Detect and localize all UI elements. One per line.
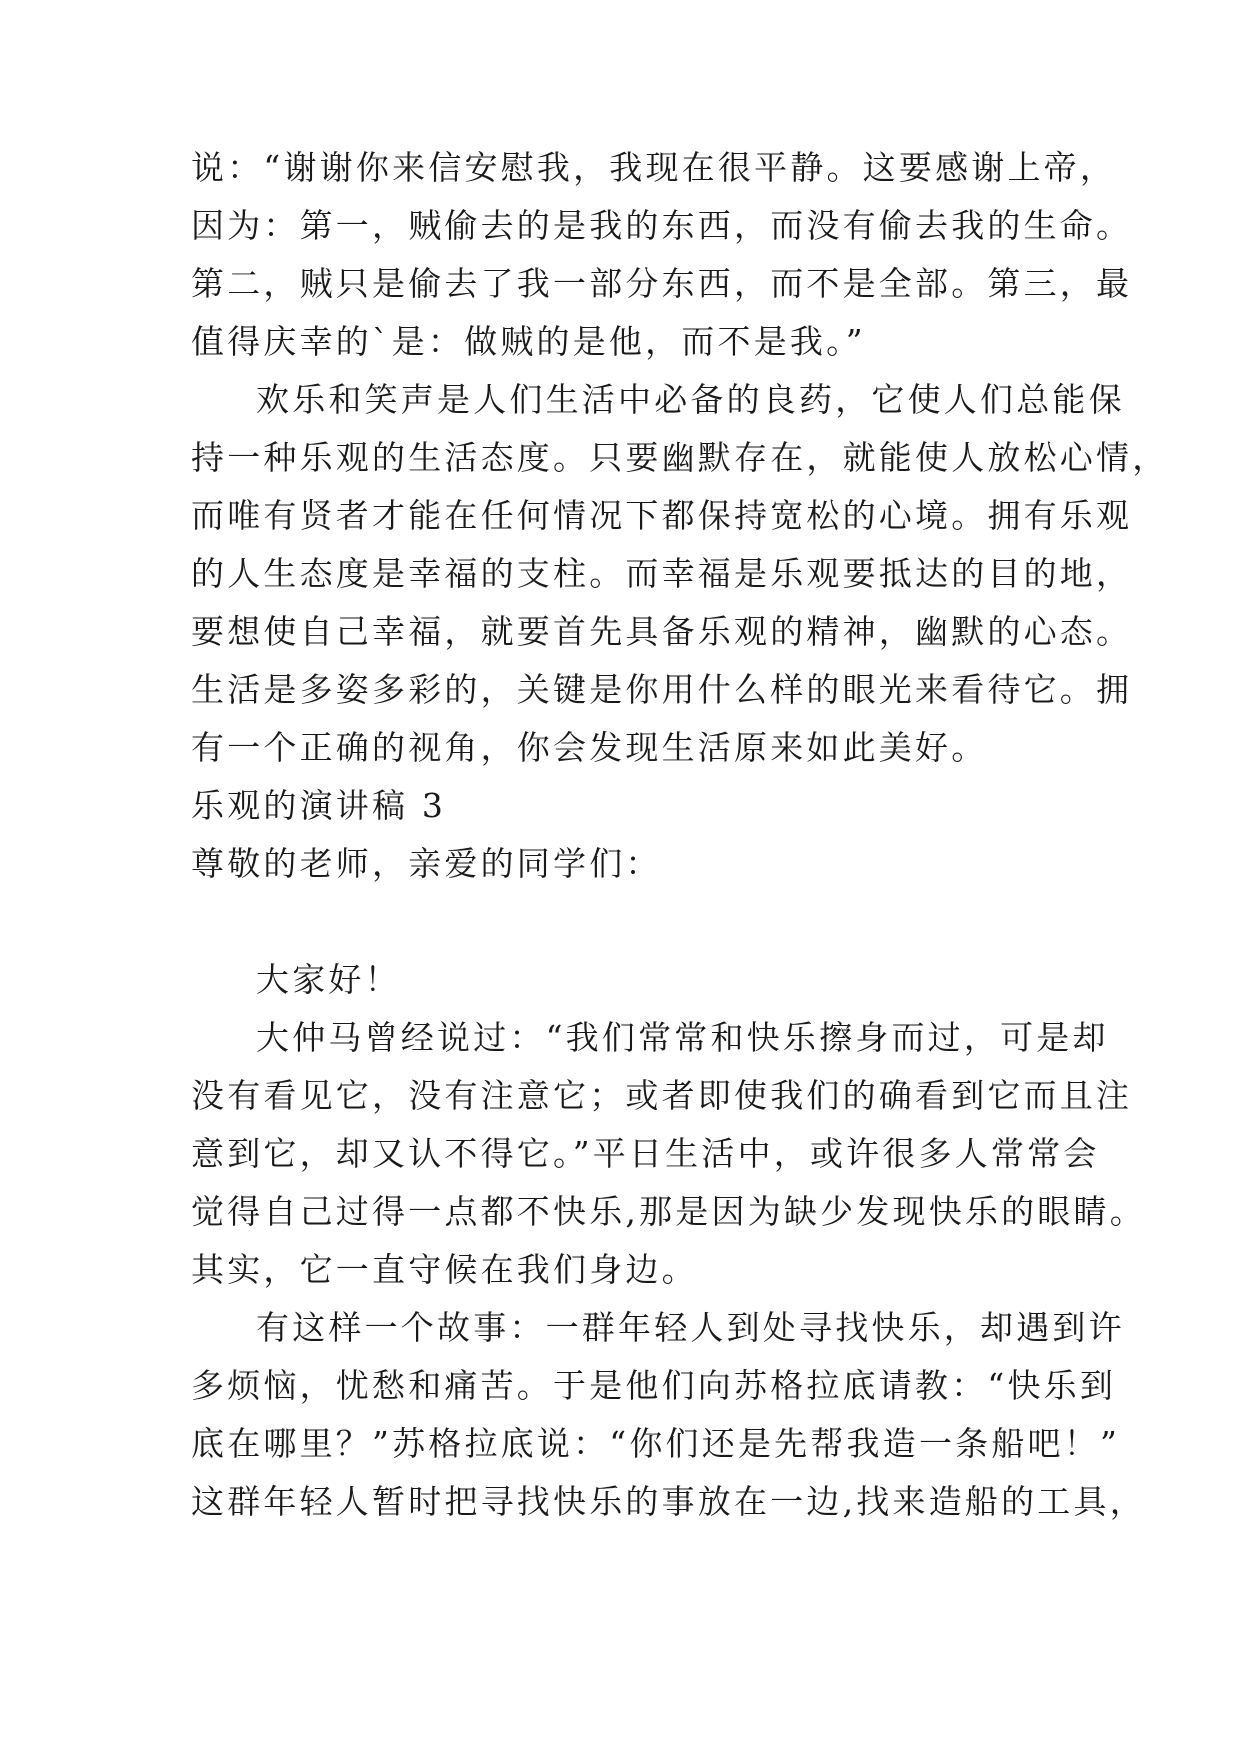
text-line: 这群年轻人暂时把寻找快乐的事放在一边,找来造船的工具， (191, 1482, 1146, 1521)
text-line: 觉得自己过得一点都不快乐,那是因为缺少发现快乐的眼睛。 (191, 1192, 1146, 1231)
text-line: 有一个正确的视角，你会发现生活原来如此美好。 (191, 728, 988, 767)
text-line: 持一种乐观的生活态度。只要幽默存在，就能使人放松心情， (191, 438, 1169, 477)
paragraph-start-line: 大仲马曾经说过：“我们常常和快乐擦身而过，可是却 (256, 1018, 1109, 1057)
text-line: 的人生态度是幸福的支柱。而幸福是乐观要抵达的目的地， (191, 554, 1133, 593)
text-line: 意到它，却又认不得它。”平日生活中，或许很多人常常会 (191, 1134, 1100, 1173)
text-line: 底在哪里？”苏格拉底说：“你们还是先帮我造一条船吧！” (191, 1424, 1121, 1463)
paragraph-start-line: 有这样一个故事：一群年轻人到处寻找快乐，却遇到许 (256, 1308, 1125, 1347)
text-line: 第二，贼只是偷去了我一部分东西，而不是全部。第三，最 (191, 264, 1133, 303)
text-line: 多烦恼，忧愁和痛苦。于是他们向苏格拉底请教：“快乐到 (191, 1366, 1117, 1405)
text-line: 其实，它一直守候在我们身边。 (191, 1250, 698, 1289)
text-line: 生活是多姿多彩的，关键是你用什么样的眼光来看待它。拥 (191, 670, 1133, 709)
salutation-line: 尊敬的老师，亲爱的同学们： (191, 844, 662, 883)
section-title: 乐观的演讲稿 3 (191, 786, 447, 825)
text-line: 要想使自己幸福，就要首先具备乐观的精神，幽默的心态。 (191, 612, 1133, 651)
greeting-line: 大家好！ (256, 960, 401, 999)
text-line: 没有看见它，没有注意它；或者即使我们的确看到它而且注 (191, 1076, 1133, 1115)
paragraph-start-line: 欢乐和笑声是人们生活中必备的良药，它使人们总能保 (256, 380, 1125, 419)
text-line: 说：“谢谢你来信安慰我，我现在很平静。这要感谢上帝， (191, 148, 1117, 187)
text-line: 值得庆幸的`是：做贼的是他，而不是我。” (191, 322, 866, 361)
text-line: 而唯有贤者才能在任何情况下都保持宽松的心境。拥有乐观 (191, 496, 1133, 535)
text-line: 因为：第一，贼偷去的是我的东西，而没有偷去我的生命。 (191, 206, 1133, 245)
